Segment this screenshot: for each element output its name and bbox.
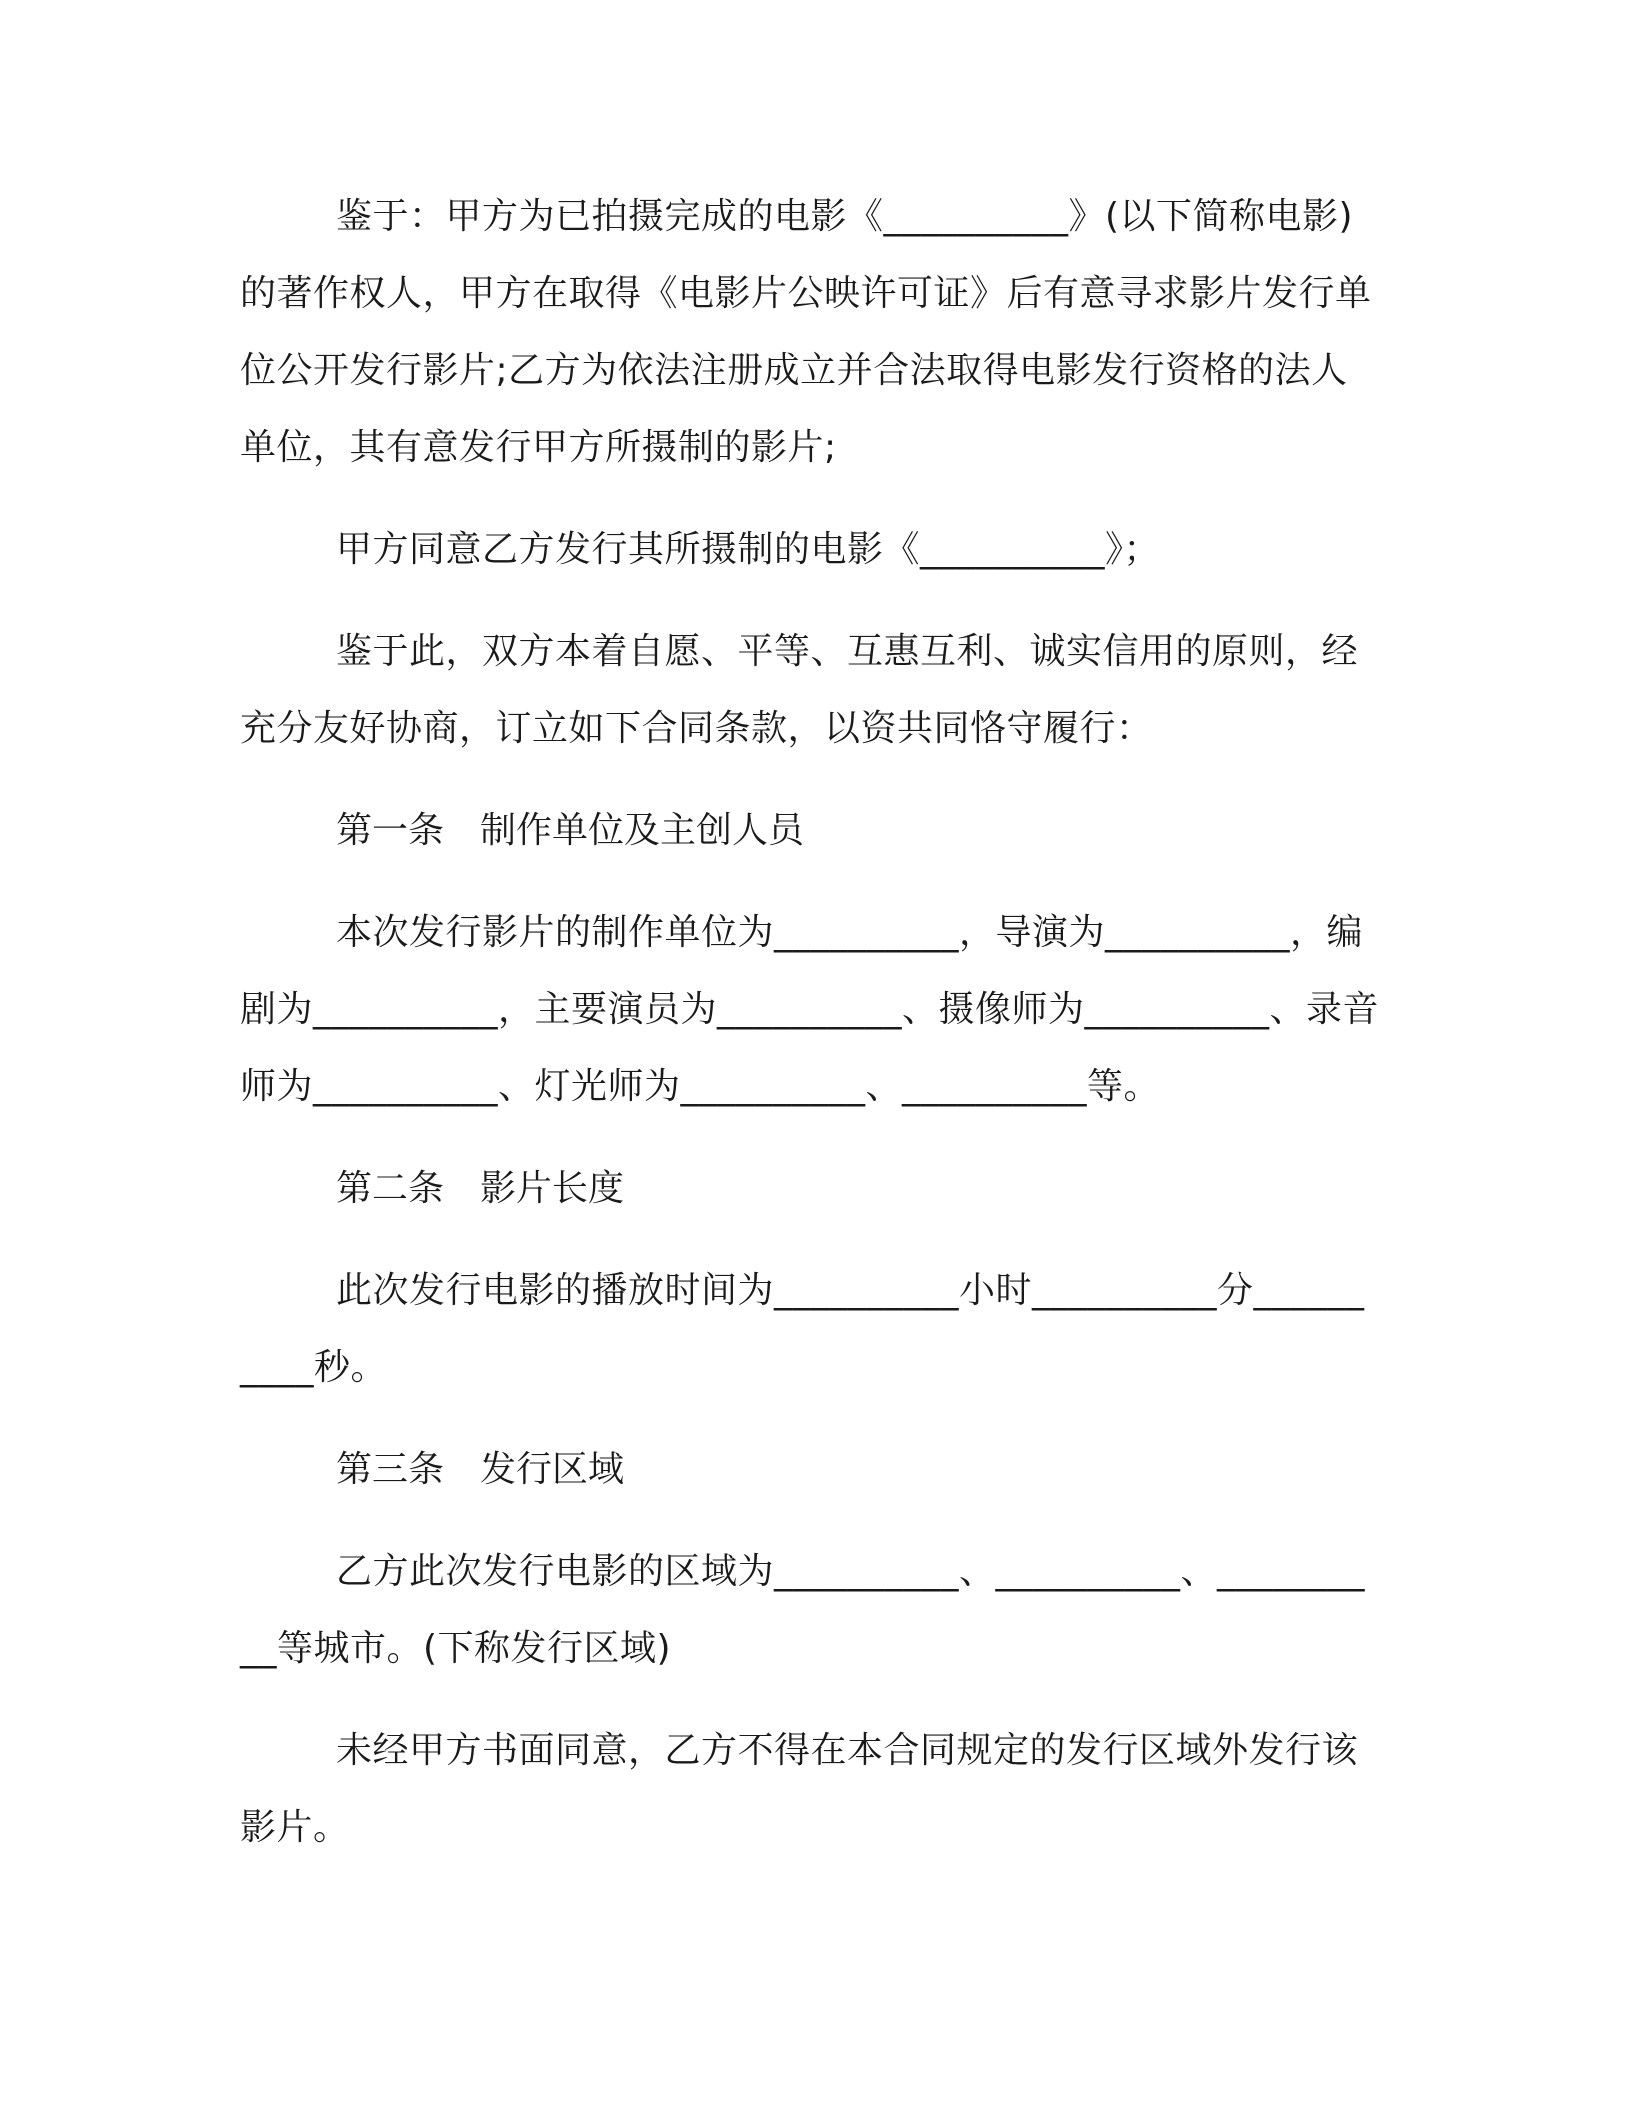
paragraph-agreement: 鉴于此，双方本着自愿、平等、互惠互利、诚实信用的原则，经充分友好协商，订立如下合同条款，以资共同恪守履行：: [240, 631, 1359, 749]
article-2-heading: 第二条 影片长度: [336, 1168, 625, 1209]
article-3-restriction: 未经甲方书面同意，乙方不得在本合同规定的发行区域外发行该影片。: [240, 1730, 1359, 1848]
article-1-heading: 第一条 制作单位及主创人员: [336, 810, 805, 851]
paragraph-consent: 甲方同意乙方发行其所摄制的电影《__________》；: [336, 529, 1161, 570]
article-2-body: 此次发行电影的播放时间为__________小时__________分__________秒。: [240, 1270, 1365, 1388]
article-3-body: 乙方此次发行电影的区域为__________、__________、__________等城市。(下称发行区域): [240, 1551, 1366, 1669]
article-3-heading: 第三条 发行区域: [336, 1449, 625, 1490]
paragraph-whereas: 鉴于：甲方为已拍摄完成的电影《__________》(以下简称电影)的著作权人，甲方在取得《电影片公映许可证》后有意寻求影片发行单位公开发行影片;乙方为依法注册成立并合法取得电影发行资格的法人单位，其有意发行甲方所摄制的影片;: [240, 196, 1372, 468]
document-body: [240, 178, 1380, 1891]
article-1-body: 本次发行影片的制作单位为__________，导演为__________，编剧为__________，主要演员为__________、摄像师为__________、录音师为__________、灯光师为__________、__________等。: [240, 912, 1380, 1107]
